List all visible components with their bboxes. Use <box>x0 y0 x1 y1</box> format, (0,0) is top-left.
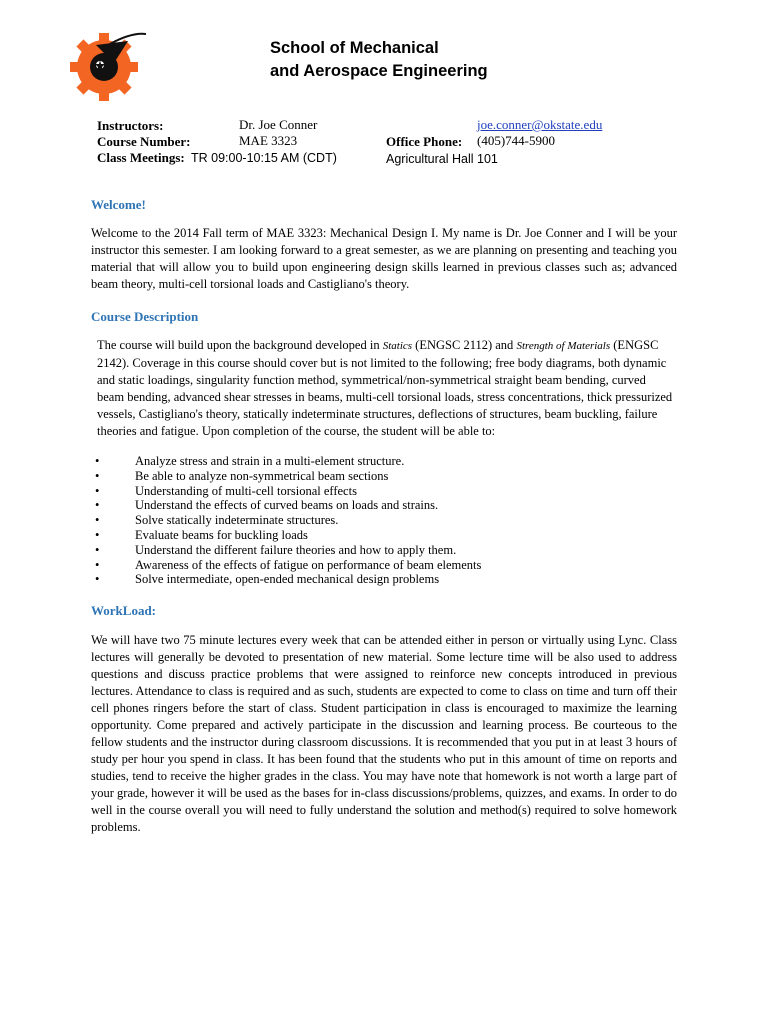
goal-text: Solve statically indeterminate structures. <box>135 513 339 528</box>
goal-text: Understanding of multi-cell torsional effects <box>135 483 357 498</box>
goal-text: Awareness of the effects of fatigue on performance of beam elements <box>135 557 482 572</box>
bullet: • <box>95 513 100 528</box>
learning-goals-list <box>95 454 535 587</box>
office-phone-value: (405)744-5900 <box>477 133 555 148</box>
school-logo <box>70 30 146 102</box>
class-meetings-value: TR 09:00-10:15 AM (CDT) <box>191 151 337 165</box>
list-item <box>95 469 535 484</box>
instructors-label: Instructors: <box>97 118 164 133</box>
bullet: • <box>95 498 100 513</box>
bullet: • <box>95 527 100 542</box>
goal-text: Solve intermediate, open-ended mechanical design problems <box>135 572 440 587</box>
goal-text: Understand the effects of curved beams on loads and strains. <box>135 498 439 513</box>
bullet: • <box>95 557 100 572</box>
statics-course-name: Statics <box>382 340 413 352</box>
office-location: Agricultural Hall 101 <box>386 152 498 166</box>
description-text-2: (ENGSC 2112) and <box>412 338 517 352</box>
list-item <box>95 558 535 573</box>
bullet: • <box>95 572 100 587</box>
list-item <box>95 498 535 513</box>
instructors-value: Dr. Joe Conner <box>239 117 318 132</box>
goal-text: Analyze stress and strain in a multi-element structure. <box>135 454 405 468</box>
list-item <box>95 484 535 499</box>
welcome-heading: Welcome! <box>91 197 146 212</box>
workload-paragraph: We will have two 75 minute lectures every week that can be attended either in person or virtually using Lync. Class lectures will generally be devoted to presentation of new material. Some lecture time will be also used to address questions and discuss practice problems that were assigned to reinforce new concepts introduced in previous lectures. Attendance to class is required and as such, students are expected to come to class on time and turn off their cell phones ringers before the start of class. Student participation in class is encouraged to maximize the learning opportunity. Come prepared and actively participate in the discussion and learning process. Be courteous to the fellow students and the instructor during classroom discussions. It is recommended that you put in at least 3 hours of study per hour you spend in class. It has been found that the students who put in this amount of time on reports and studies, tend to receive the higher grades in the class. You may have note that homework is not worth a large part of your grade, however it will be used as the bases for in-class discussions/problems, quizzes, and exams. In order to do well in the course overall you will need to fully understand the solution and method(s) required to solve homework problems. <box>91 633 677 834</box>
goal-text: Evaluate beams for buckling loads <box>135 527 308 542</box>
description-text-3: (ENGSC 2142). Coverage in this course should cover but is not limited to the following; free body diagrams, both dynamic and static loadings, singularity function method, symmetrical/non-symmetrical straight beam bending, curved beam bending, advanced shear stresses in beams, multi-cell torsional loads, stress concentrations, thick pressurized vessels, Castigliano's theory, statically indeterminate structures, deflections of structures, beam buckling, failure theories and fatigue. Upon completion of the course, the student will be able to: <box>97 338 673 438</box>
goal-text: Understand the different failure theories and how to apply them. <box>135 542 457 557</box>
bullet: • <box>95 454 100 468</box>
school-title-line1: School of Mechanical <box>270 39 439 57</box>
class-meetings-label: Class Meetings: <box>97 150 185 165</box>
office-phone-label: Office Phone: <box>386 134 463 149</box>
description-text-1: The course will build upon the background developed in <box>97 338 383 352</box>
workload-heading: WorkLoad: <box>91 603 157 618</box>
strength-course-name: Strength of Materials <box>516 340 611 352</box>
bullet: • <box>95 542 100 557</box>
list-item <box>95 543 535 558</box>
course-number-label: Course Number: <box>97 134 191 149</box>
list-item <box>95 454 535 469</box>
goal-text: Be able to analyze non-symmetrical beam sections <box>135 468 389 483</box>
bullet: • <box>95 468 100 483</box>
school-title-line2: and Aerospace Engineering <box>270 62 488 80</box>
bullet: • <box>95 483 100 498</box>
course-description-heading: Course Description <box>91 309 199 324</box>
list-item <box>95 513 535 528</box>
list-item <box>95 572 535 587</box>
course-description-paragraph <box>97 337 675 440</box>
instructor-email-link[interactable]: joe.conner@okstate.edu <box>477 117 603 132</box>
course-number-value: MAE 3323 <box>239 133 298 148</box>
welcome-paragraph: Welcome to the 2014 Fall term of MAE 3323: Mechanical Design I. My name is Dr. Joe Conner and I will be your instructor this semester. I am looking forward to a great semester, as we are planning on presenting and teaching you material that will allow you to build upon engineering design skills learned in previous classes such as; advanced beam theory, multi-cell torsional loads and Castigliano's theory. <box>91 226 677 291</box>
school-title <box>270 37 488 83</box>
list-item <box>95 528 535 543</box>
